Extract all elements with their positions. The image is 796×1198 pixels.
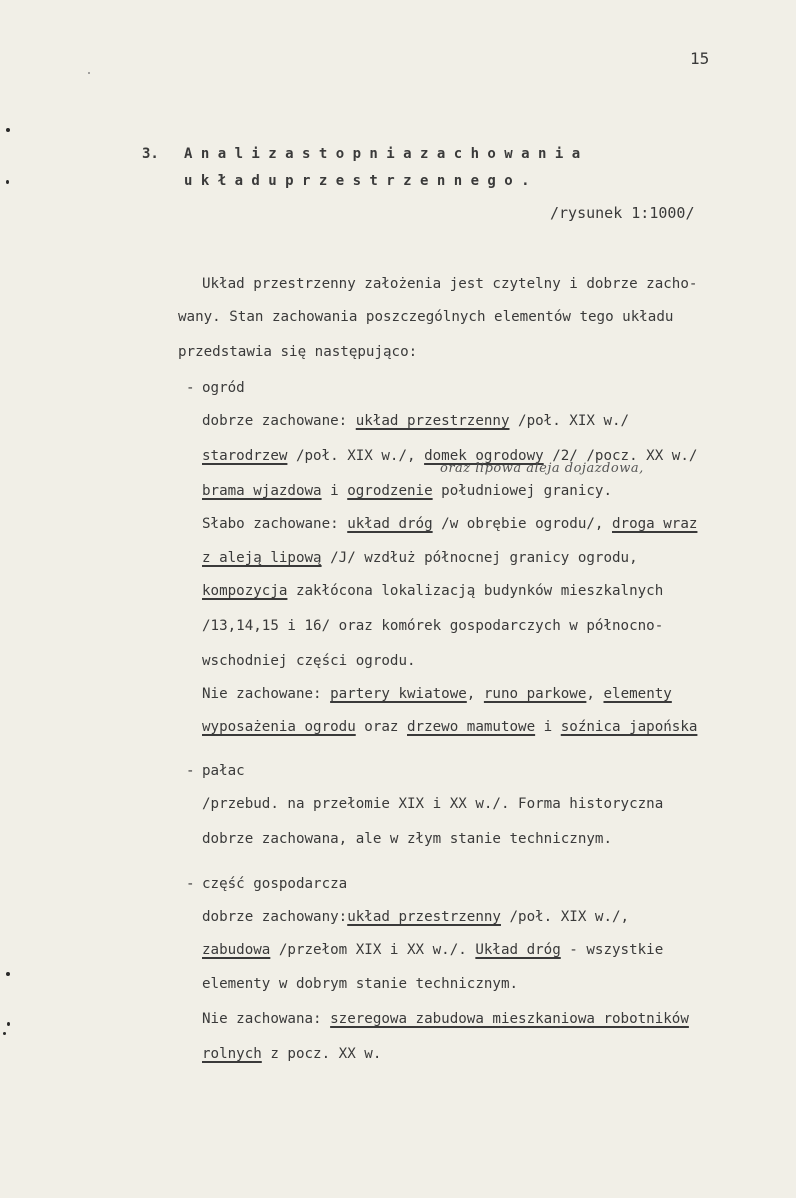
farm-line-3: elementy w dobrym stanie technicznym. (202, 976, 519, 992)
underlined-term: elementy (603, 686, 672, 702)
palace-dash: - (186, 763, 195, 779)
intro-line-3: przedstawia się następująco: (178, 344, 418, 360)
underlined-term: rolnych (202, 1046, 262, 1062)
farm-heading: część gospodarcza (202, 876, 348, 892)
underlined-term: kompozycja (202, 583, 288, 599)
handwritten-annotation: oraz lipowa aleja dojazdowa, (440, 461, 644, 476)
text: /poł. XIX w./ (509, 413, 630, 429)
underlined-term: partery kwiatowe (330, 686, 467, 702)
underlined-term: brama wjazdowa (202, 483, 322, 499)
underlined-term: domek ogrodowy (424, 448, 544, 464)
palace-line-2: dobrze zachowana, ale w złym stanie technicznym. (202, 831, 612, 847)
text: zakłócona lokalizacją budynków mieszkalnych (287, 583, 664, 599)
farm-line-2 (202, 941, 663, 959)
underlined-term: drzewo mamutowe (407, 719, 536, 735)
underlined-term: układ przestrzenny (355, 413, 510, 429)
margin-mark (6, 972, 10, 976)
garden-line-4 (202, 515, 697, 533)
garden-heading: ogród (202, 380, 245, 396)
underlined-term: ogrodzenie (347, 483, 433, 499)
section-title-line1: A n a l i z a s t o p n i a z a c h o w a n i a (184, 146, 581, 162)
text: i (535, 719, 561, 735)
text: Nie zachowane: (202, 686, 331, 702)
garden-line-3 (202, 482, 612, 500)
text: i (321, 483, 348, 499)
garden-line-6 (202, 582, 663, 600)
intro-line-1: Układ przestrzenny założenia jest czytelny i dobrze zacho- (202, 276, 698, 292)
section-reference: /rysunek 1:1000/ (550, 204, 695, 222)
underlined-term: układ przestrzenny (347, 909, 501, 925)
text: dobrze zachowany: (202, 909, 348, 925)
margin-mark (3, 1032, 6, 1035)
section-number: 3. (142, 146, 159, 162)
text: oraz (355, 719, 407, 735)
text: południowej granicy. (432, 483, 613, 499)
text: /poł. XIX w./, (500, 909, 630, 925)
page-number: 15 (690, 49, 710, 68)
farm-line-5 (202, 1045, 381, 1063)
underlined-term: układ dróg (347, 516, 433, 532)
farm-line-1 (202, 908, 629, 926)
text: /poł. XIX w./, (287, 448, 425, 464)
text: /przełom XIX i XX w./. (270, 942, 476, 958)
garden-line-1 (202, 412, 629, 430)
farm-line-4 (202, 1010, 689, 1028)
margin-mark (88, 72, 90, 74)
underlined-term: starodrzew (202, 448, 288, 464)
underlined-term: droga wraz (612, 516, 698, 532)
text: Nie zachowana: (202, 1011, 331, 1027)
text: z pocz. XX w. (261, 1046, 382, 1062)
underlined-term: wyposażenia ogrodu (202, 719, 356, 735)
garden-line-9 (202, 685, 672, 703)
underlined-term: Układ dróg (475, 942, 561, 958)
underlined-term: szeregowa zabudowa mieszkaniowa robotników (330, 1011, 689, 1027)
section-title-line2: u k ł a d u p r z e s t r z e n n e g o . (184, 173, 530, 189)
underlined-term: z aleją lipową (202, 550, 322, 566)
text: /w obrębie ogrodu/, (432, 516, 613, 532)
text: /J/ wzdłuż północnej granicy ogrodu, (321, 550, 638, 566)
text: /2/ /pocz. XX w./ (543, 448, 698, 464)
text: , (586, 686, 604, 702)
text: Słabo zachowane: (202, 516, 348, 532)
margin-mark (6, 180, 9, 184)
margin-mark (7, 1022, 10, 1026)
underlined-term: zabudowa (202, 942, 271, 958)
garden-line-5 (202, 549, 638, 567)
underlined-term: soźnica japońska (560, 719, 698, 735)
garden-line-8: wschodniej części ogrodu. (202, 653, 416, 669)
margin-mark (6, 128, 10, 132)
garden-line-7: /13,14,15 i 16/ oraz komórek gospodarczych w północno- (202, 618, 664, 634)
garden-dash: - (186, 380, 195, 396)
palace-heading: pałac (202, 763, 245, 779)
text: , (466, 686, 484, 702)
palace-line-1: /przebud. na przełomie XIX i XX w./. Forma historyczna (202, 796, 664, 812)
underlined-term: runo parkowe (483, 686, 587, 702)
text: - wszystkie (560, 942, 664, 958)
intro-line-2: wany. Stan zachowania poszczególnych elementów tego układu (178, 309, 674, 325)
farm-dash: - (186, 876, 195, 892)
garden-line-10 (202, 718, 697, 736)
text: dobrze zachowane: (202, 413, 356, 429)
